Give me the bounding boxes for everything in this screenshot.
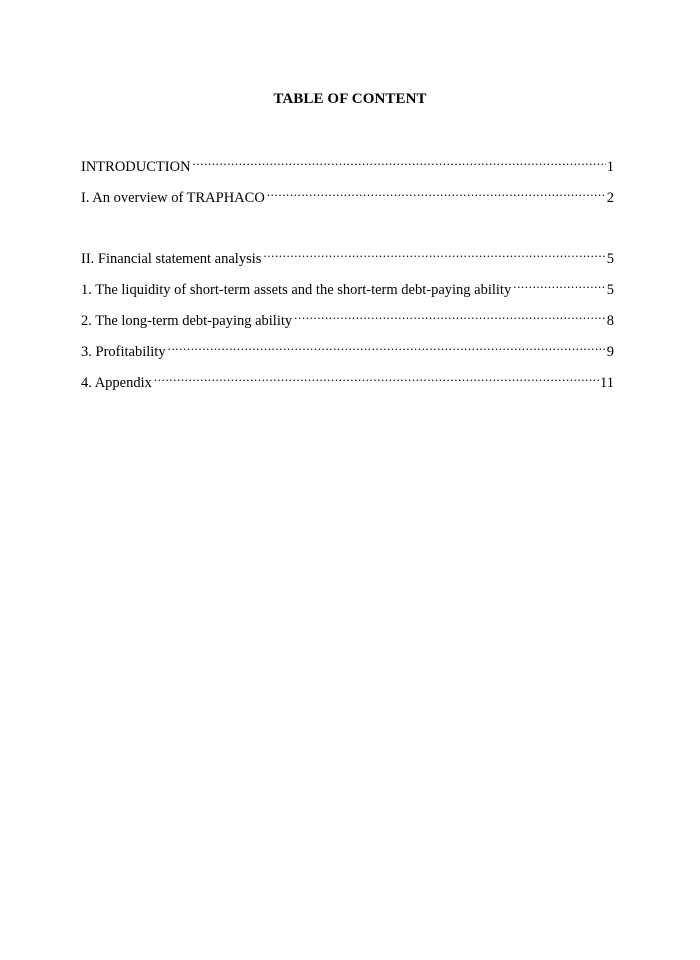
toc-entry-label: INTRODUCTION [81, 159, 191, 175]
toc-entry-appendix [81, 367, 614, 391]
toc-entry-overview [81, 182, 614, 206]
toc-entry-liquidity [81, 274, 614, 298]
toc-leader-dots [168, 336, 606, 356]
toc-leader-dots [263, 243, 605, 263]
toc-entry-label: 1. The liquidity of short-term assets and the short-term debt-paying ability [81, 282, 512, 298]
toc-entry-label: 4. Appendix [81, 375, 152, 391]
toc-entry-label: 3. Profitability [81, 344, 166, 360]
toc-entry-label: 2. The long-term debt-paying ability [81, 313, 293, 329]
toc-entry-page-number: 1 [606, 159, 614, 175]
toc-entry-profitability [81, 336, 614, 360]
toc-entry-page-number: 11 [600, 375, 614, 391]
toc-entry-long-term-debt [81, 305, 614, 329]
toc-entry-page-number: 8 [606, 313, 614, 329]
toc-entry-page-number: 2 [606, 190, 614, 206]
toc-entry-label: II. Financial statement analysis [81, 251, 262, 267]
toc-entry-page-number: 9 [606, 344, 614, 360]
toc-entry-introduction [81, 151, 614, 175]
toc-title: TABLE OF CONTENT [273, 91, 427, 107]
toc-entry-financial-analysis [81, 243, 614, 267]
toc-leader-dots [193, 151, 606, 171]
toc-entry-label: I. An overview of TRAPHACO [81, 190, 265, 206]
toc-entry-page-number: 5 [606, 282, 614, 298]
toc-leader-dots [154, 367, 599, 387]
toc-leader-dots [294, 305, 606, 325]
toc-entry-page-number: 5 [606, 251, 614, 267]
toc-leader-dots [267, 182, 606, 202]
toc-leader-dots [513, 274, 606, 294]
